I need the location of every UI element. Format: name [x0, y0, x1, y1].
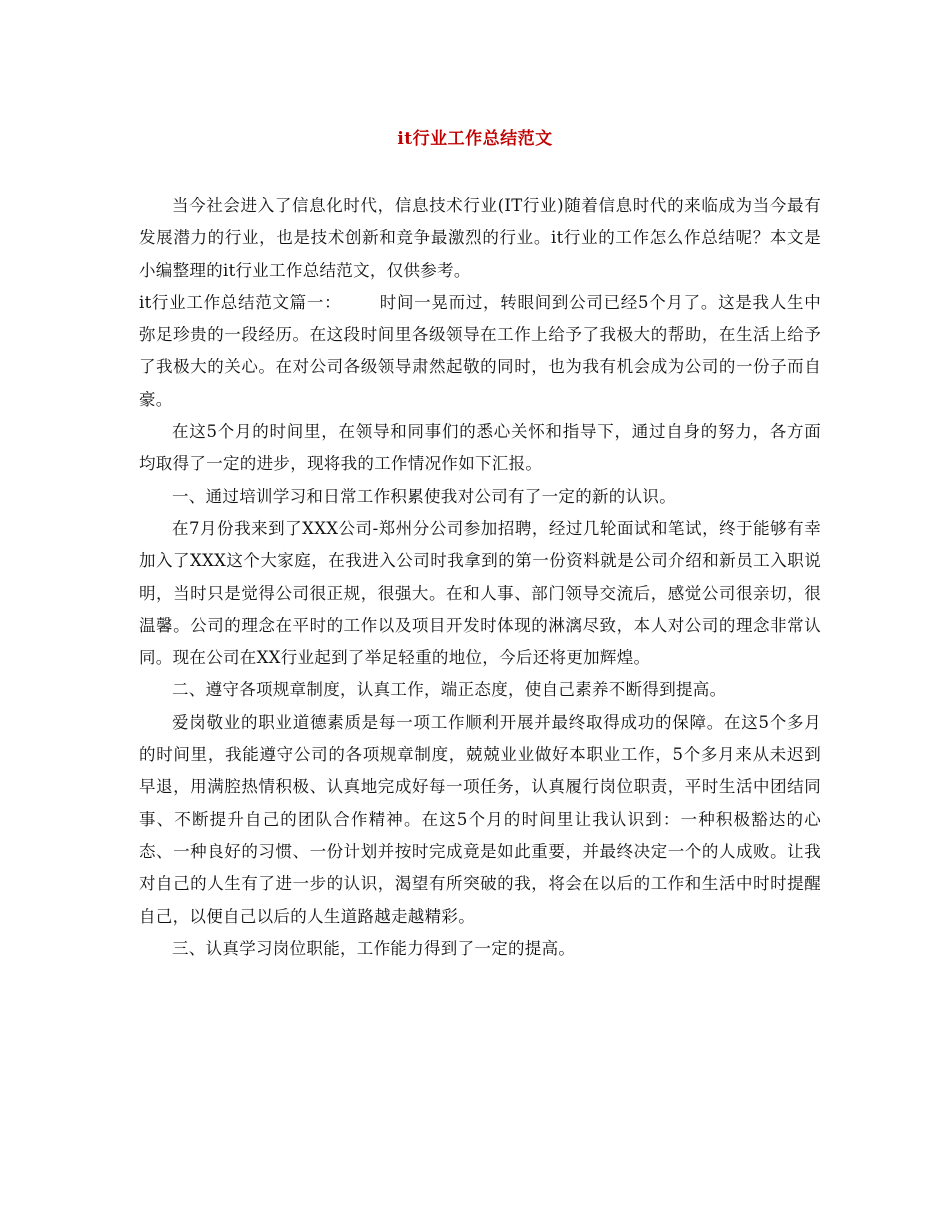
section-one-paragraph — [139, 287, 821, 416]
section-heading: it行业工作总结范文篇一： — [139, 292, 342, 312]
document-body — [139, 190, 821, 965]
document-title: it行业工作总结范文 — [397, 129, 553, 149]
body-paragraph: 在7月份我来到了XXX公司-郑州分公司参加招聘，经过几轮面试和笔试，终于能够有幸加入了XXX这个大家庭，在我进入公司时我拿到的第一份资料就是公司介绍和新员工入职说明，当时只是觉得公司很正规，很强大。在和人事、部门领导交流后，感觉公司很亲切，很温馨。公司的理念在平时的工作以及项目开发时体现的淋漓尽致，本人对公司的理念非常认同。现在公司在XX行业起到了举足轻重的地位，今后还将更加辉煌。 — [139, 518, 821, 668]
point-heading-three: 三、认真学习岗位职能，工作能力得到了一定的提高。 — [172, 938, 576, 958]
point-heading-two: 二、遵守各项规章制度，认真工作，端正态度，使自己素养不断得到提高。 — [172, 680, 727, 700]
body-paragraph: 爱岗敬业的职业道德素质是每一项工作顺利开展并最终取得成功的保障。在这5个多月的时间里，我能遵守公司的各项规章制度，兢兢业业做好本职业工作，5个多月来从未迟到早退，用满腔热情积极、认真地完成好每一项任务，认真履行岗位职责，平时生活中团结同事、不断提升自己的团队合作精神。在这5个月的时间里让我认识到：一种积极豁达的心态、一种良好的习惯、一份计划并按时完成竟是如此重要，并最终决定一个的人成败。让我对自己的人生有了进一步的认识，渴望有所突破的我，将会在以后的工作和生活中时时提醒自己，以便自己以后的人生道路越走越精彩。 — [139, 712, 821, 926]
point-heading-one: 一、通过培训学习和日常工作积累使我对公司有了一定的新的认识。 — [172, 486, 676, 506]
body-paragraph: 在这5个月的时间里，在领导和同事们的悉心关怀和指导下，通过自身的努力，各方面均取得了一定的进步，现将我的工作情况作如下汇报。 — [139, 422, 821, 474]
section-text: 时间一晃而过，转眼间到公司已经5个月了。这是我人生中弥足珍贵的一段经历。在这段时间里各级领导在工作上给予了我极大的帮助，在生活上给予了我极大的关心。在对公司各级领导肃然起敬的同时，也为我有机会成为公司的一份子而自豪。 — [139, 292, 821, 409]
intro-paragraph: 当今社会进入了信息化时代，信息技术行业(IT行业)随着信息时代的来临成为当今最有发展潜力的行业，也是技术创新和竞争最激烈的行业。it行业的工作怎么作总结呢？本文是小编整理的it行业工作总结范文，仅供参考。 — [139, 196, 821, 280]
